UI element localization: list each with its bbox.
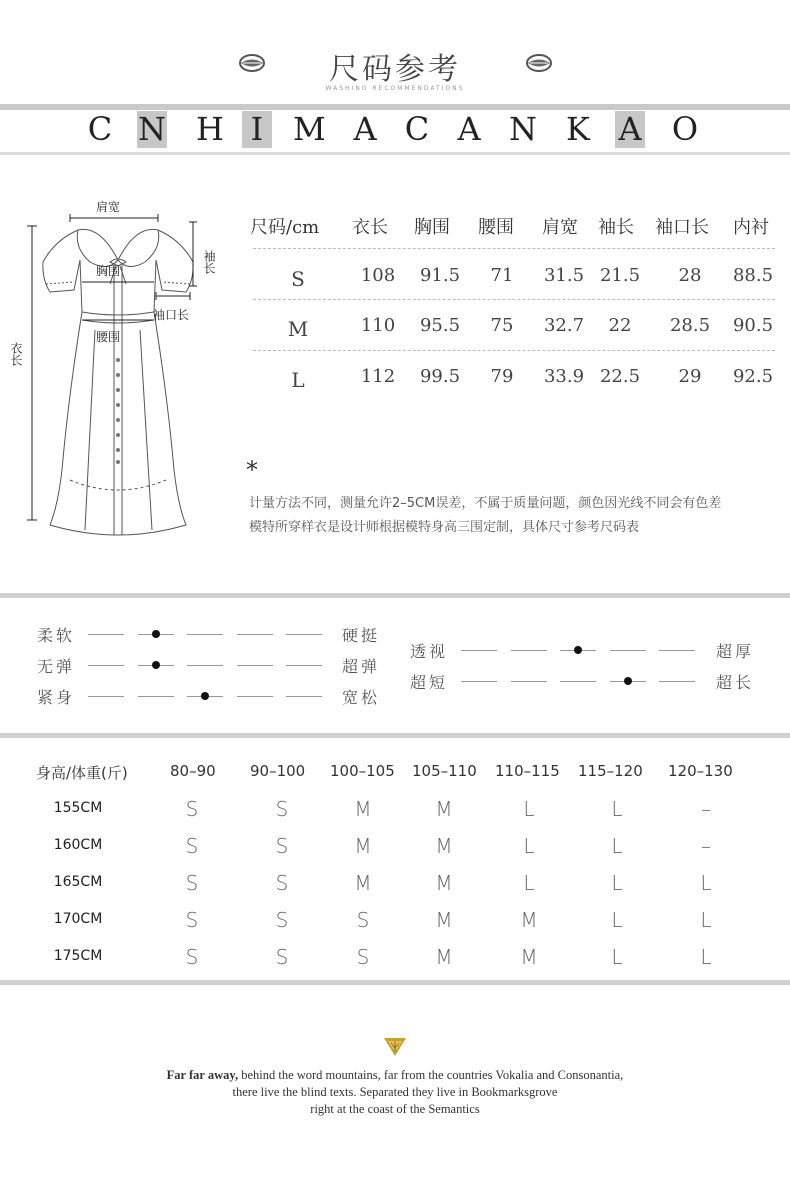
size-cell: M (520, 908, 538, 932)
measure-value: 22 (608, 315, 632, 336)
height-label: 160CM (53, 837, 103, 853)
size-cell: L (523, 834, 535, 858)
size-cell: S (185, 945, 199, 969)
scale-segment (88, 634, 124, 635)
label-sleeve-length: 袖长 (202, 250, 216, 274)
scale-segment (286, 634, 322, 635)
brand-letter: M (293, 110, 326, 148)
scale-right-label: 硬挺 (342, 626, 381, 645)
scale-left-label: 超短 (410, 673, 449, 692)
scale-segment (511, 650, 547, 651)
measure-value: 31.5 (543, 265, 585, 286)
scales-band-top (0, 593, 790, 598)
size-cell: S (356, 908, 370, 932)
size-cell: S (275, 797, 289, 821)
measure-header: 袖口长 (655, 217, 709, 238)
label-length: 衣长 (9, 342, 23, 366)
measure-value: 99.5 (419, 366, 461, 387)
size-chart-header: 身高/体重(斤) (36, 764, 128, 782)
measure-header: 衣长 (352, 217, 388, 238)
size-cell: L (611, 834, 623, 858)
measure-header: 袖长 (598, 217, 634, 238)
scale-segment (88, 696, 124, 697)
scale-left-label: 无弹 (37, 657, 76, 676)
measure-value: 110 (360, 315, 396, 336)
size-label: S (291, 267, 305, 291)
measure-header: 胸围 (414, 217, 450, 238)
scale-segment (286, 665, 322, 666)
size-cell: M (435, 834, 453, 858)
brand-letter: O (671, 110, 699, 148)
brand-letter: A (457, 110, 481, 148)
size-chart-header: 100–105 (330, 762, 395, 780)
size-cell: L (700, 908, 712, 932)
height-label: 170CM (53, 911, 103, 927)
brand-letter: N (138, 110, 166, 148)
size-cell: M (354, 871, 372, 895)
scale-segment (286, 696, 322, 697)
scale-left-label: 紧身 (37, 688, 76, 707)
size-chart-header: 110–115 (495, 762, 560, 780)
scale-right-label: 宽松 (342, 688, 381, 707)
scale-indicator (152, 630, 160, 638)
size-cell: S (275, 834, 289, 858)
brand-letter: C (87, 110, 113, 148)
measure-value: 33.9 (543, 366, 585, 387)
brand-letter: K (566, 110, 590, 148)
size-cell: S (275, 871, 289, 895)
size-cell: M (435, 797, 453, 821)
footer-line-1 (0, 1068, 790, 1083)
size-cell: M (435, 908, 453, 932)
measure-value: 21.5 (599, 265, 641, 286)
scale-right-label: 超厚 (716, 642, 755, 661)
measure-value: 92.5 (732, 366, 774, 387)
size-chart-header: 115–120 (578, 762, 643, 780)
scale-segment (659, 681, 695, 682)
scales-band-bottom (0, 733, 790, 738)
measure-value: 90.5 (732, 315, 774, 336)
size-chart-band-bottom (0, 980, 790, 985)
brand-letter: I (242, 111, 272, 148)
scale-segment (659, 650, 695, 651)
size-chart-header: 105–110 (412, 762, 477, 780)
size-cell: S (185, 834, 199, 858)
size-cell: M (435, 945, 453, 969)
measure-value: 28.5 (669, 315, 711, 336)
scale-segment (237, 665, 273, 666)
measure-value: 22.5 (599, 366, 641, 387)
size-cell: S (356, 945, 370, 969)
measure-value: 112 (360, 366, 396, 387)
scale-segment (138, 696, 174, 697)
measure-value: 28 (678, 265, 702, 286)
measure-value: 71 (490, 265, 514, 286)
size-cell: L (611, 871, 623, 895)
size-cell: M (435, 871, 453, 895)
note-line-1: 计量方法不同，测量允许2–5CM误差，不属于质量问题，颜色因光线不同会有色差 (249, 496, 722, 511)
height-label: 175CM (53, 948, 103, 964)
size-cell: M (354, 834, 372, 858)
label-waist: 腰围 (96, 330, 121, 344)
footer-line-3: right at the coast of the Semantics (310, 1102, 480, 1116)
brand-letter: A (353, 110, 377, 148)
scale-segment (88, 665, 124, 666)
size-chart-header: 80–90 (170, 762, 216, 780)
measure-value: 75 (490, 315, 514, 336)
measure-value: 95.5 (419, 315, 461, 336)
scale-segment (511, 681, 547, 682)
size-cell: M (520, 945, 538, 969)
scale-segment (461, 650, 497, 651)
size-cell: S (185, 871, 199, 895)
page-subtitle: WASHING RECOMMENDATIONS (325, 85, 465, 92)
size-cell: S (275, 945, 289, 969)
height-label: 165CM (53, 874, 103, 890)
table-divider (253, 350, 775, 351)
size-cell: L (700, 871, 712, 895)
scale-indicator (574, 646, 582, 654)
footer-line-1-rest: behind the word mountains, far from the countries Vokalia and Consonantia, (238, 1068, 624, 1082)
scale-segment (461, 681, 497, 682)
size-cell: M (354, 797, 372, 821)
measure-header: 肩宽 (542, 217, 578, 238)
scale-segment (187, 634, 223, 635)
page-title: 尺码参考 (329, 52, 461, 87)
scale-segment (237, 696, 273, 697)
scale-segment (560, 681, 596, 682)
scale-indicator (152, 661, 160, 669)
label-cuff: 袖口长 (153, 308, 190, 322)
size-cell: L (611, 797, 623, 821)
brand-letter: C (404, 110, 430, 148)
size-cell: – (701, 797, 711, 821)
gold-emblem-icon (383, 1036, 407, 1058)
footer-line-2: there live the blind texts. Separated they live in Bookmarksgrove (232, 1085, 558, 1099)
brand-letters (80, 111, 720, 151)
table-divider (253, 248, 775, 249)
scale-left-label: 柔软 (37, 626, 76, 645)
size-cell: L (611, 945, 623, 969)
brand-letter: H (196, 110, 224, 148)
brand-letter: A (615, 111, 645, 148)
note-line-2: 模特所穿样衣是设计师根据模特身高三围定制，具体尺寸参考尺码表 (249, 520, 640, 535)
scale-indicator (624, 677, 632, 685)
measure-value: 79 (490, 366, 514, 387)
measure-value: 29 (678, 366, 702, 387)
measure-value: 88.5 (732, 265, 774, 286)
note-star: * (246, 456, 258, 484)
brand-letter: N (509, 110, 537, 148)
size-cell: – (701, 834, 711, 858)
measure-value: 32.7 (543, 315, 585, 336)
size-cell: L (523, 871, 535, 895)
size-cell: L (523, 797, 535, 821)
scale-left-label: 透视 (410, 642, 449, 661)
size-cell: S (185, 908, 199, 932)
size-cell: L (700, 945, 712, 969)
size-label: M (287, 317, 309, 341)
measure-header: 腰围 (478, 217, 514, 238)
measure-header: 尺码/cm (250, 217, 320, 238)
scale-segment (187, 665, 223, 666)
table-divider (253, 299, 775, 300)
measure-value: 91.5 (419, 265, 461, 286)
measure-header: 内衬 (733, 217, 769, 238)
size-cell: L (611, 908, 623, 932)
scale-segment (610, 650, 646, 651)
size-label: L (291, 368, 305, 392)
size-chart-header: 90–100 (250, 762, 306, 780)
size-cell: S (275, 908, 289, 932)
dress-diagram (10, 200, 225, 545)
size-chart-header: 120–130 (668, 762, 733, 780)
scale-indicator (201, 692, 209, 700)
size-cell: S (185, 797, 199, 821)
label-chest: 胸围 (96, 264, 121, 278)
scale-segment (237, 634, 273, 635)
footer-bold: Far far away, (166, 1068, 239, 1082)
measure-value: 108 (360, 265, 396, 286)
scale-right-label: 超长 (716, 673, 755, 692)
label-shoulder: 肩宽 (96, 200, 121, 214)
scale-right-label: 超弹 (342, 657, 381, 676)
header-band-bottom (0, 152, 790, 155)
height-label: 155CM (53, 800, 103, 816)
